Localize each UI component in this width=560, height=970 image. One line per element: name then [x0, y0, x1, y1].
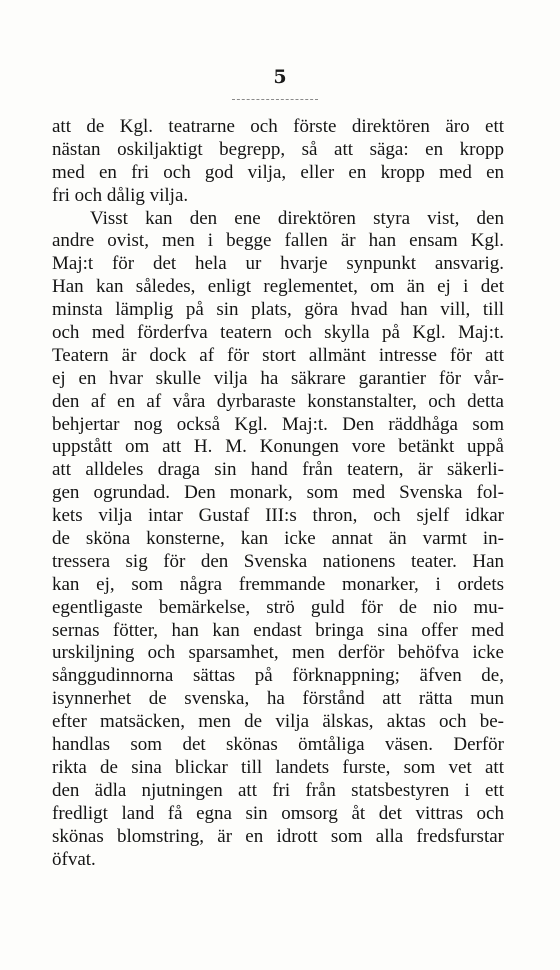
text-line: minsta lämplig på sin plats, göra hvad han vill, till: [52, 299, 504, 321]
text-line: den af en af våra dyrbaraste konstanstalter, och detta: [52, 390, 504, 412]
text-line: de sköna konsterne, kan icke annat än varmt in-: [52, 528, 504, 550]
text-line: ej en hvar skulle vilja ha säkrare garantier för vår-: [52, 367, 504, 389]
text-line: urskiljning och sparsamhet, men derför behöfva icke: [52, 642, 504, 664]
text-line: Maj:t för det hela ur hvarje synpunkt ansvarig.: [52, 253, 504, 275]
text-line: andre ovist, men i begge fallen är han ensam Kgl.: [52, 230, 504, 252]
text-line: Visst kan den ene direktören styra vist, den: [90, 207, 504, 229]
body-text: [52, 116, 504, 871]
text-line: kan ej, som några fremmande monarker, i ordets: [52, 573, 504, 595]
page-number: 5: [273, 66, 287, 88]
text-line: fredligt land få egna sin omsorg åt det vittras och: [52, 802, 504, 824]
text-line: sånggudinnorna sättas på förknappning; äfven de,: [52, 665, 504, 687]
text-line: uppstått om att H. M. Konungen vore betänkt uppå: [52, 436, 504, 458]
text-line: nästan oskiljaktigt begrepp, så att säga: en kropp: [52, 138, 504, 160]
text-line: kets vilja intar Gustaf III:s thron, och sjelf idkar: [52, 505, 504, 527]
text-line: med en fri och god vilja, eller en kropp med en: [52, 161, 504, 183]
text-line: öfvat.: [52, 848, 96, 870]
text-line: efter matsäcken, men de vilja älskas, aktas och be-: [52, 711, 504, 733]
text-line: behjertar nog också Kgl. Maj:t. Den räddhåga som: [52, 413, 504, 435]
text-line: Han kan således, enligt reglementet, om än ej i det: [52, 276, 504, 298]
text-line: gen ogrundad. Den monark, som med Svenska fol-: [52, 482, 504, 504]
text-line: att de Kgl. teatrarne och förste direktören äro ett: [52, 116, 504, 137]
text-line: skönas blomstring, är en idrott som alla fredsfurstar: [52, 825, 504, 847]
text-line: sernas fötter, han kan endast bringa sina offer med: [52, 619, 504, 641]
header-rule: [232, 99, 318, 100]
text-line: den ädla njutningen att fri från statsbestyren i ett: [52, 779, 504, 801]
text-line: isynnerhet de svenska, ha förstånd att rätta mun: [52, 688, 504, 710]
text-line: fri och dålig vilja.: [52, 184, 189, 206]
text-line: att alldeles draga sin hand från teatern, är säkerli-: [52, 459, 504, 481]
text-line: Teatern är dock af för stort allmänt intresse för att: [52, 344, 504, 366]
text-line: tressera sig för den Svenska nationens teater. Han: [52, 550, 504, 572]
text-line: och med förderfva teatern och skylla på Kgl. Maj:t.: [52, 322, 504, 344]
text-line: rikta de sina blickar till landets furste, som vet att: [52, 756, 504, 778]
text-line: handlas som det skönas ömtåliga väsen. Derför: [52, 734, 504, 756]
text-line: egentligaste bemärkelse, strö guld för de nio mu-: [52, 596, 504, 618]
